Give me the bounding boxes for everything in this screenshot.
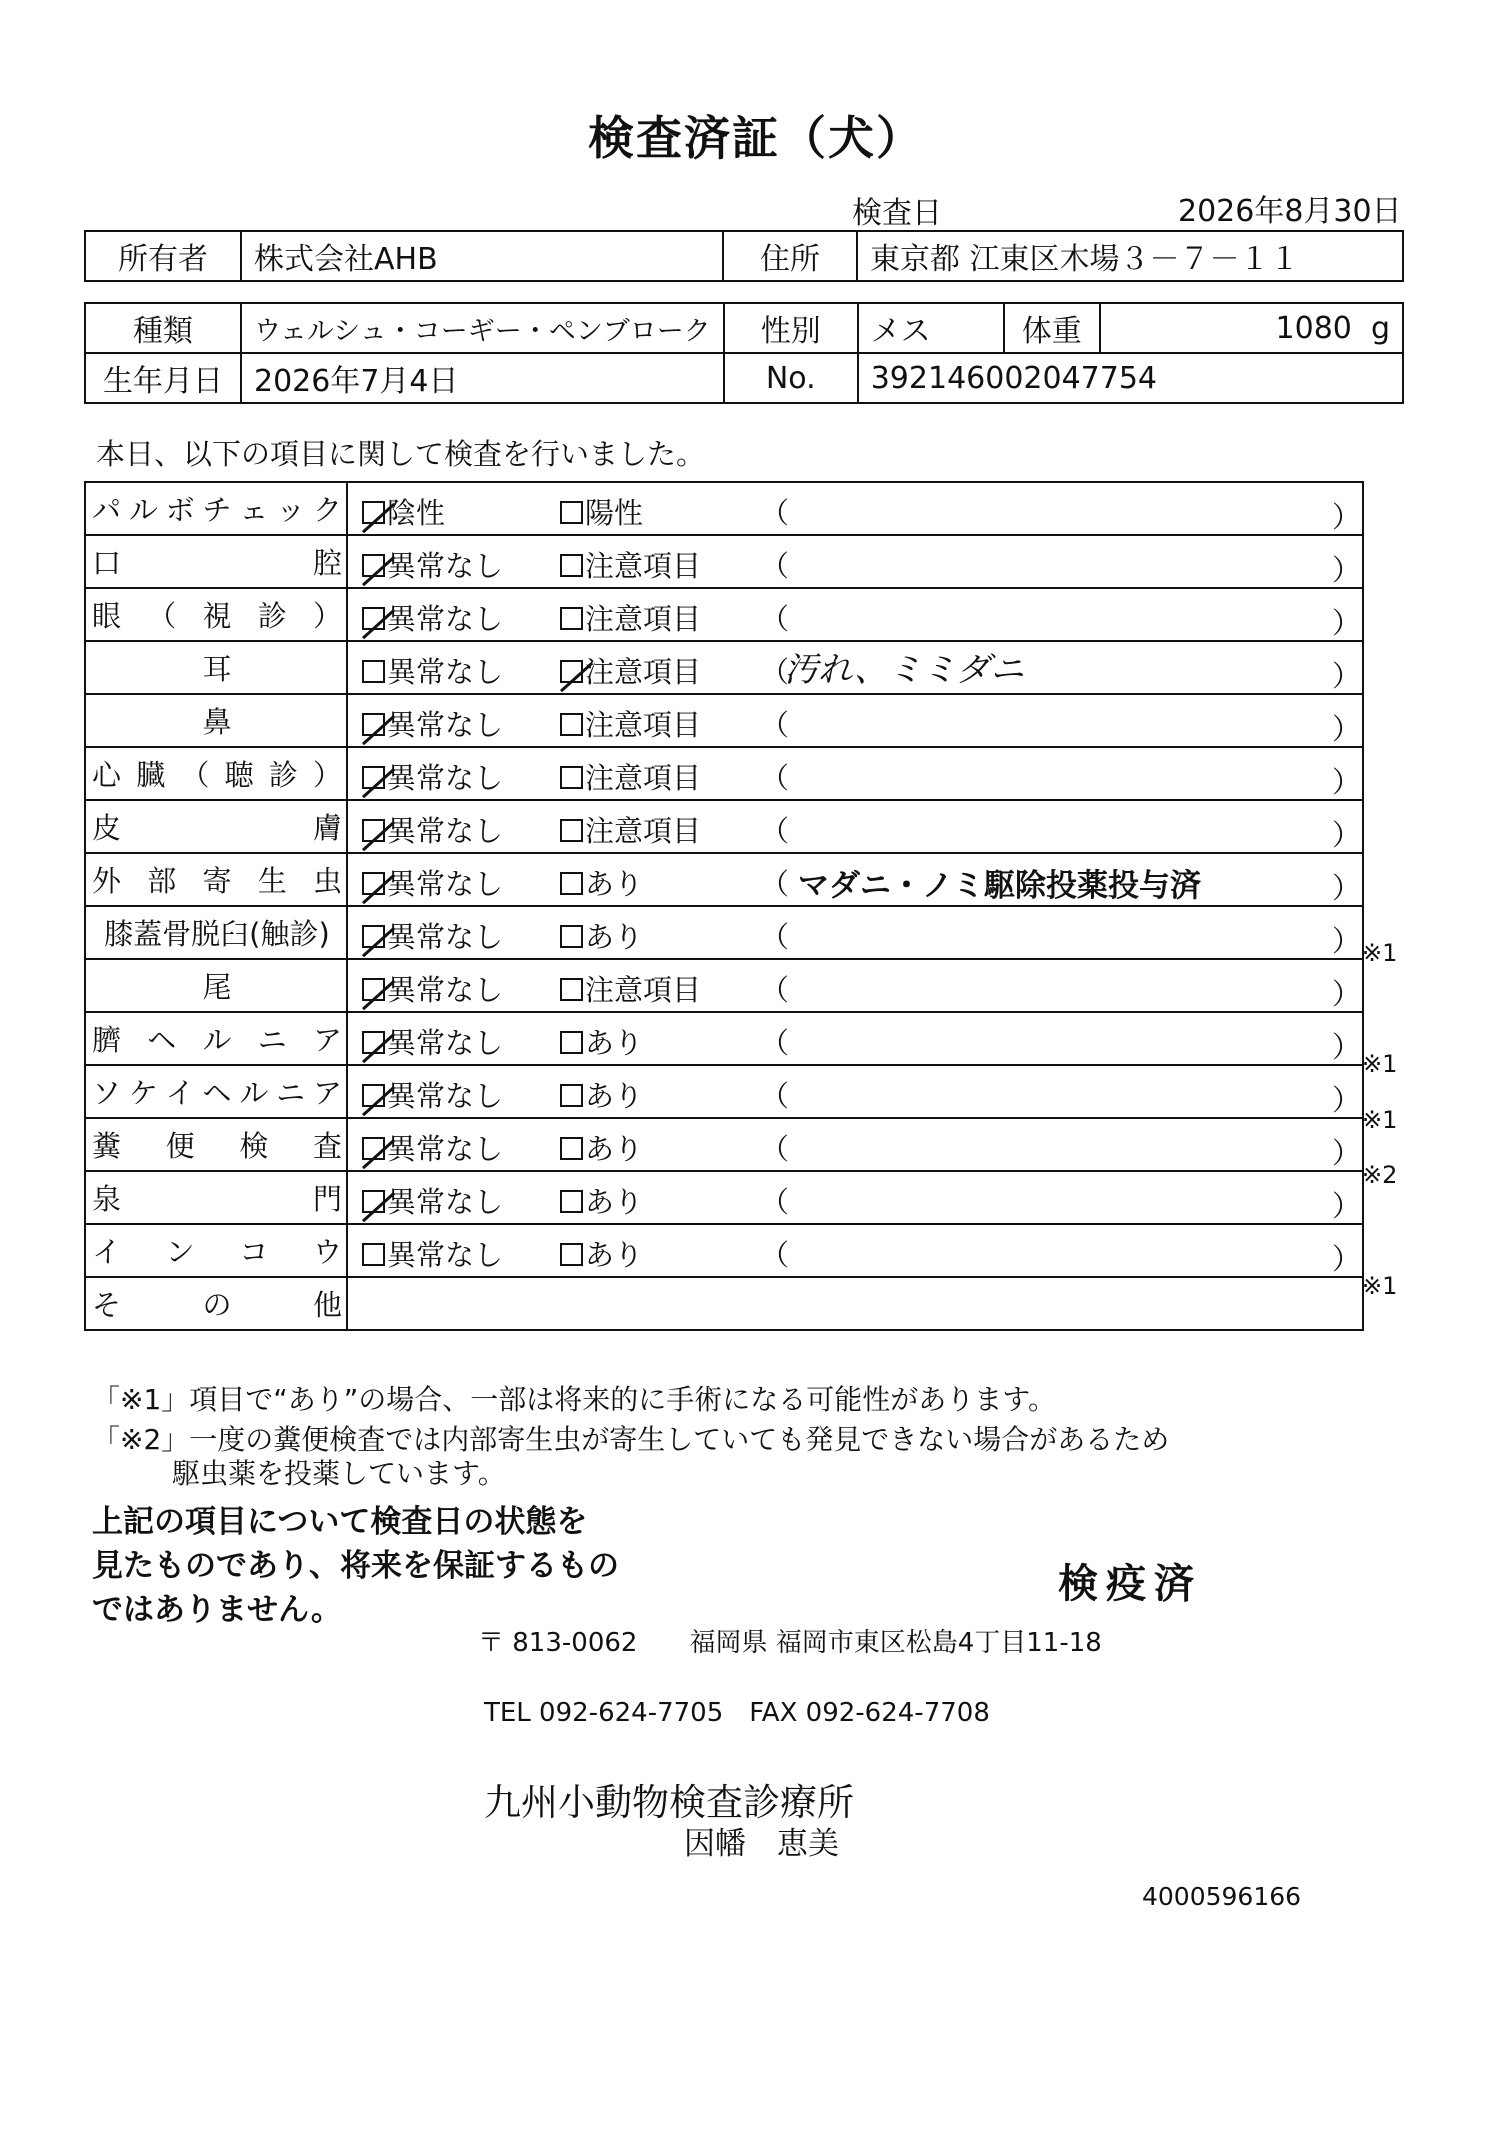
sex-value: メス <box>858 303 1004 353</box>
paren-close: ） <box>1332 659 1362 693</box>
paren-open: （ <box>760 867 790 901</box>
exam-item-label-char: ） <box>312 758 342 792</box>
paren-open: （ <box>760 708 790 742</box>
exam-item-label-char: 外 <box>92 864 122 898</box>
checked-checkbox-icon[interactable] <box>560 660 583 683</box>
exam-result-cell <box>347 853 1363 906</box>
checked-checkbox-icon[interactable] <box>362 607 385 630</box>
option-label: 異常なし <box>387 1185 504 1219</box>
weight-value: 1080 <box>1275 310 1352 346</box>
exam-item-label-char: 口 <box>92 546 122 580</box>
checkbox-icon[interactable] <box>560 1190 583 1213</box>
option-label: 陽性 <box>585 496 644 530</box>
exam-item-label-char: イ <box>165 1076 195 1110</box>
exam-item-label-char: 寄 <box>202 864 232 898</box>
checkbox-icon[interactable] <box>362 660 385 683</box>
remark-text: マダニ・ノミ駆除投薬投与済 <box>798 868 1201 904</box>
checkbox-icon[interactable] <box>560 925 583 948</box>
no-label: No. <box>724 353 858 403</box>
exam-row <box>85 1224 1363 1277</box>
intro-text: 本日、以下の項目に関して検査を行いました。 <box>96 437 706 471</box>
clinic-phone: TEL 092-624-7705 FAX 092-624-7708 <box>484 1698 990 1728</box>
exam-item-label <box>85 1171 347 1224</box>
weight-cell <box>1100 303 1403 353</box>
exam-item-label-text <box>92 1071 342 1112</box>
checkbox-icon[interactable] <box>560 766 583 789</box>
disclaimer-line: 見たものであり、将来を保証するもの <box>92 1548 619 1584</box>
exam-item-label-text <box>92 806 342 847</box>
option-label: あり <box>585 867 644 901</box>
weight-label: 体重 <box>1004 303 1100 353</box>
option-normal[interactable] <box>362 809 503 850</box>
exam-item-label-char: 鼻 <box>202 705 232 739</box>
owner-label: 所有者 <box>85 231 241 281</box>
paren-open: （ <box>760 496 790 530</box>
option-abnormal[interactable] <box>560 544 701 585</box>
option-label: 異常なし <box>387 920 504 954</box>
option-label: あり <box>585 920 644 954</box>
exam-item-label <box>85 959 347 1012</box>
option-label: 注意項目 <box>585 602 702 636</box>
handwritten-remark: 汚れ、ミミダニ <box>784 650 1025 690</box>
exam-item-label-char: ケ <box>128 1076 158 1110</box>
exam-item-label-char: 糞 <box>92 1129 122 1163</box>
exam-item-label-char: ） <box>312 599 342 633</box>
exam-item-label-text <box>92 1230 342 1271</box>
exam-item-label-char: ル <box>239 1076 269 1110</box>
dob-value: 2026年7月4日 <box>241 353 724 403</box>
checked-checkbox-icon[interactable] <box>362 819 385 842</box>
weight-unit: g <box>1370 310 1390 346</box>
paren-open: （ <box>760 1026 790 1060</box>
exam-row <box>85 694 1363 747</box>
option-label: 異常なし <box>387 1079 504 1113</box>
exam-row <box>85 1171 1363 1224</box>
checked-checkbox-icon[interactable] <box>362 554 385 577</box>
checkbox-icon[interactable] <box>560 1137 583 1160</box>
exam-row <box>85 853 1363 906</box>
checkbox-icon[interactable] <box>560 1243 583 1266</box>
exam-item-label-char: 臓 <box>136 758 166 792</box>
exam-item-label-char: 生 <box>257 864 287 898</box>
option-normal[interactable] <box>362 1233 503 1274</box>
exam-item-label <box>85 1065 347 1118</box>
exam-item-label-text <box>92 700 342 741</box>
exam-date-value: 2026年8月30日 <box>1178 194 1402 229</box>
exam-item-label-char: 聴 <box>224 758 254 792</box>
checkbox-icon[interactable] <box>560 554 583 577</box>
exam-item-label-char: 皮 <box>92 811 122 845</box>
exam-item-label-char: ェ <box>239 493 269 527</box>
paren-open: （ <box>760 549 790 583</box>
exam-item-label-char: 膝蓋骨脱臼(触診) <box>104 917 330 951</box>
option-abnormal[interactable] <box>560 862 643 903</box>
option-abnormal[interactable] <box>560 1127 643 1168</box>
disclaimer-line: 上記の項目について検査日の状態を <box>92 1504 588 1540</box>
footnote-ref-mark: ※1 <box>1362 1050 1398 1078</box>
exam-item-label-char: ル <box>202 1023 232 1057</box>
exam-result-cell <box>347 482 1363 535</box>
option-label: 異常なし <box>387 708 504 742</box>
exam-item-label <box>85 482 347 535</box>
exam-result-cell <box>347 800 1363 853</box>
footnote-ref-mark: ※1 <box>1362 939 1398 967</box>
exam-row <box>85 588 1363 641</box>
checkbox-icon[interactable] <box>560 607 583 630</box>
exam-item-label-char: （ <box>180 758 210 792</box>
exam-row <box>85 641 1363 694</box>
paren-close: ） <box>1332 1083 1362 1117</box>
exam-item-label-char: （ <box>147 599 177 633</box>
exam-item-label-text <box>92 1018 342 1059</box>
footnote-2: 「※2」一度の糞便検査では内部寄生虫が寄生していても発見できない場合があるため <box>92 1423 1170 1456</box>
paren-open: （ <box>760 655 790 689</box>
option-abnormal[interactable] <box>560 1180 643 1221</box>
option-normal[interactable] <box>362 1074 503 1115</box>
exam-item-label-char: 耳 <box>202 652 232 686</box>
checkbox-icon[interactable] <box>560 501 583 524</box>
exam-result-cell <box>347 694 1363 747</box>
exam-item-label-char: 腔 <box>312 546 342 580</box>
exam-item-label <box>85 694 347 747</box>
checked-checkbox-icon[interactable] <box>362 1084 385 1107</box>
option-label: あり <box>585 1026 644 1060</box>
exam-item-label-char: 眼 <box>92 599 122 633</box>
option-abnormal[interactable] <box>560 809 701 850</box>
paren-open: （ <box>760 1079 790 1113</box>
exam-item-label-char: 他 <box>312 1288 342 1322</box>
exam-item-label-text <box>92 594 342 635</box>
checked-checkbox-icon[interactable] <box>362 978 385 1001</box>
disclaimer <box>92 1500 619 1632</box>
option-label: あり <box>585 1238 644 1272</box>
option-label: 異常なし <box>387 761 504 795</box>
exam-item-label-char: コ <box>239 1235 269 1269</box>
option-label: 異常なし <box>387 1132 504 1166</box>
option-label: 異常なし <box>387 602 504 636</box>
footnote-2-cont: 駆虫薬を投薬しています。 <box>172 1457 506 1490</box>
option-abnormal[interactable] <box>560 597 701 638</box>
breed-label: 種類 <box>85 303 241 353</box>
exam-result-cell <box>347 641 1363 694</box>
paren-close: ） <box>1332 500 1362 534</box>
exam-result-cell <box>347 1118 1363 1171</box>
exam-item-label-char: 診 <box>268 758 298 792</box>
sex-label: 性別 <box>724 303 858 353</box>
exam-item-label <box>85 535 347 588</box>
exam-item-label-char: 検 <box>239 1129 269 1163</box>
exam-item-label-char: ボ <box>165 493 195 527</box>
exam-row-other <box>85 1277 1363 1330</box>
exam-item-label-char: ニ <box>257 1023 287 1057</box>
exam-item-label <box>85 853 347 906</box>
option-label: あり <box>585 1132 644 1166</box>
option-abnormal[interactable] <box>560 968 701 1009</box>
checkbox-icon[interactable] <box>560 713 583 736</box>
checkbox-icon[interactable] <box>560 872 583 895</box>
exam-result-cell <box>347 1012 1363 1065</box>
exam-item-label <box>85 1277 347 1330</box>
dob-label: 生年月日 <box>85 353 241 403</box>
exam-item-label-char: 門 <box>312 1182 342 1216</box>
checkbox-icon[interactable] <box>362 1243 385 1266</box>
paren-close: ） <box>1332 1030 1362 1064</box>
exam-item-label-text <box>92 1283 342 1324</box>
owner-value: 株式会社AHB <box>241 231 723 281</box>
disclaimer-line: ではありません。 <box>92 1592 342 1628</box>
footnote-ref-mark: ※1 <box>1362 1272 1398 1300</box>
paren-close: ） <box>1332 553 1362 587</box>
paren-open: （ <box>760 814 790 848</box>
option-normal[interactable] <box>362 1021 503 1062</box>
exam-row <box>85 747 1363 800</box>
exam-item-label-char: 膚 <box>312 811 342 845</box>
exam-item-label <box>85 1224 347 1277</box>
option-abnormal[interactable] <box>560 1074 643 1115</box>
exam-item-label <box>85 800 347 853</box>
option-normal[interactable] <box>362 756 503 797</box>
no-value: 392146002047754 <box>858 353 1403 403</box>
checked-checkbox-icon[interactable] <box>362 501 385 524</box>
exam-result-cell <box>347 959 1363 1012</box>
option-normal[interactable] <box>362 915 503 956</box>
exam-item-label-char: そ <box>92 1288 122 1322</box>
paren-close: ） <box>1332 1189 1362 1223</box>
exam-item-label-text <box>92 541 342 582</box>
exam-item-label-char: ニ <box>276 1076 306 1110</box>
exam-item-label-char: チ <box>202 493 232 527</box>
option-normal[interactable] <box>362 1127 503 1168</box>
exam-item-label-char: 臍 <box>92 1023 122 1057</box>
footnote-ref-mark: ※1 <box>1362 1105 1398 1134</box>
exam-item-label-char: 部 <box>147 864 177 898</box>
paren-open: （ <box>760 1238 790 1272</box>
option-normal[interactable] <box>362 703 503 744</box>
exam-item-label-text <box>92 1124 342 1165</box>
exam-item-label-text <box>92 965 342 1006</box>
exam-item-label-char: ア <box>312 1023 342 1057</box>
exam-item-label <box>85 906 347 959</box>
option-label: 注意項目 <box>585 761 702 795</box>
exam-item-label-char: ウ <box>312 1235 342 1269</box>
exam-item-label-char: ソ <box>92 1076 122 1110</box>
address-value: 東京都 江東区木場３－７－１１ <box>857 231 1403 281</box>
paren-close: ） <box>1332 871 1362 905</box>
checked-checkbox-icon[interactable] <box>362 872 385 895</box>
checked-checkbox-icon[interactable] <box>362 1190 385 1213</box>
paren-open: （ <box>760 920 790 954</box>
paren-open: （ <box>760 973 790 1007</box>
option-label: 注意項目 <box>585 973 702 1007</box>
exam-row <box>85 482 1363 535</box>
option-label: 陰性 <box>387 496 446 530</box>
paren-close: ） <box>1332 606 1362 640</box>
exam-item-label-char: ヘ <box>147 1023 177 1057</box>
exam-item-label-char: ク <box>312 493 342 527</box>
exam-row <box>85 800 1363 853</box>
exam-result-cell <box>347 1065 1363 1118</box>
option-normal[interactable] <box>362 968 503 1009</box>
exam-item-label-char: 虫 <box>312 864 342 898</box>
option-normal[interactable] <box>362 650 503 691</box>
exam-result-cell <box>347 535 1363 588</box>
animal-table <box>84 302 1404 404</box>
option-label: あり <box>585 1079 644 1113</box>
exam-item-label-char: 視 <box>202 599 232 633</box>
option-label: 異常なし <box>387 973 504 1007</box>
exam-result-cell <box>347 1171 1363 1224</box>
checked-checkbox-icon[interactable] <box>362 766 385 789</box>
exam-result-cell <box>347 747 1363 800</box>
option-normal[interactable] <box>362 862 503 903</box>
exam-row <box>85 1065 1363 1118</box>
footnote-1: 「※1」項目で“あり”の場合、一部は将来的に手術になる可能性があります。 <box>92 1383 1057 1416</box>
exam-row <box>85 906 1363 959</box>
exam-item-label-char: パ <box>92 493 122 527</box>
option-normal[interactable] <box>362 544 503 585</box>
paren-open: （ <box>760 602 790 636</box>
option-normal[interactable] <box>362 491 445 532</box>
option-label: 異常なし <box>387 655 504 689</box>
address-label: 住所 <box>723 231 857 281</box>
exam-item-label <box>85 1012 347 1065</box>
option-label: 注意項目 <box>585 655 702 689</box>
option-abnormal[interactable] <box>560 1021 643 1062</box>
paren-close: ） <box>1332 924 1362 958</box>
exam-row <box>85 959 1363 1012</box>
paren-open: （ <box>760 761 790 795</box>
quarantine-stamp: 検疫済 <box>1058 1561 1202 1607</box>
clinic-name: 九州小動物検査診療所 <box>484 1781 854 1824</box>
exam-row <box>85 535 1363 588</box>
paren-close: ） <box>1332 712 1362 746</box>
document-title: 検査済証（犬） <box>588 111 924 165</box>
checked-checkbox-icon[interactable] <box>362 1031 385 1054</box>
exam-item-label-text <box>92 1177 342 1218</box>
exam-item-label-text <box>92 647 342 688</box>
paren-close: ） <box>1332 1136 1362 1170</box>
exam-item-label-char: ッ <box>276 493 306 527</box>
exam-row <box>85 1118 1363 1171</box>
option-label: 異常なし <box>387 549 504 583</box>
exam-item-label-text <box>92 753 342 794</box>
checkbox-icon[interactable] <box>560 1031 583 1054</box>
owner-table <box>84 230 1404 282</box>
option-normal[interactable] <box>362 597 503 638</box>
exam-item-label <box>85 747 347 800</box>
option-abnormal[interactable] <box>560 1233 643 1274</box>
exam-item-label-char: 便 <box>165 1129 195 1163</box>
exam-item-label-text <box>92 488 342 529</box>
breed-value: ウェルシュ・コーギー・ペンブローク <box>241 303 724 353</box>
exam-item-label <box>85 1118 347 1171</box>
exam-item-label-text <box>92 912 342 953</box>
exam-date-label: 検査日 <box>852 196 942 231</box>
exam-item-label-char: 心 <box>92 758 122 792</box>
checked-checkbox-icon[interactable] <box>362 925 385 948</box>
option-label: 異常なし <box>387 867 504 901</box>
checkbox-icon[interactable] <box>560 1084 583 1107</box>
option-label: 注意項目 <box>585 814 702 848</box>
option-label: 注意項目 <box>585 708 702 742</box>
option-abnormal[interactable] <box>560 915 643 956</box>
option-normal[interactable] <box>362 1180 503 1221</box>
paren-open: （ <box>760 1132 790 1166</box>
option-label: 異常なし <box>387 1238 504 1272</box>
option-label: 注意項目 <box>585 549 702 583</box>
clinic-address: 〒 813-0062 福岡県 福岡市東区松島4丁目11-18 <box>478 1628 1102 1658</box>
serial-number: 4000596166 <box>1142 1882 1302 1911</box>
checked-checkbox-icon[interactable] <box>362 713 385 736</box>
checked-checkbox-icon[interactable] <box>362 1137 385 1160</box>
exam-item-label-char: の <box>202 1288 232 1322</box>
exam-item-label-text <box>92 859 342 900</box>
exam-item-label-char: ヘ <box>202 1076 232 1110</box>
exam-checklist <box>84 481 1364 1331</box>
checkbox-icon[interactable] <box>560 978 583 1001</box>
exam-item-label-char: ア <box>312 1076 342 1110</box>
exam-item-label-char: ル <box>128 493 158 527</box>
option-abnormal[interactable] <box>560 756 701 797</box>
option-abnormal[interactable] <box>560 650 701 691</box>
exam-item-label <box>85 641 347 694</box>
option-abnormal[interactable] <box>560 703 701 744</box>
exam-item-label-char: イ <box>92 1235 122 1269</box>
exam-result-cell <box>347 906 1363 959</box>
exam-item-label-char: 尾 <box>202 970 232 1004</box>
exam-item-label-char: 査 <box>312 1129 342 1163</box>
exam-item-label-char: ン <box>165 1235 195 1269</box>
exam-item-label-char: 泉 <box>92 1182 122 1216</box>
paren-close: ） <box>1332 1242 1362 1276</box>
option-label: 異常なし <box>387 1026 504 1060</box>
option-abnormal[interactable] <box>560 491 643 532</box>
footnote-ref-mark: ※2 <box>1362 1161 1398 1189</box>
option-label: あり <box>585 1185 644 1219</box>
option-label: 異常なし <box>387 814 504 848</box>
vet-name: 因幡 恵美 <box>684 1826 839 1862</box>
paren-open: （ <box>760 1185 790 1219</box>
paren-close: ） <box>1332 765 1362 799</box>
paren-close: ） <box>1332 818 1362 852</box>
other-remarks-cell[interactable] <box>347 1277 1363 1330</box>
paren-close: ） <box>1332 977 1362 1011</box>
exam-item-label-char: 診 <box>257 599 287 633</box>
exam-item-label <box>85 588 347 641</box>
exam-result-cell <box>347 588 1363 641</box>
checkbox-icon[interactable] <box>560 819 583 842</box>
exam-result-cell <box>347 1224 1363 1277</box>
exam-row <box>85 1012 1363 1065</box>
